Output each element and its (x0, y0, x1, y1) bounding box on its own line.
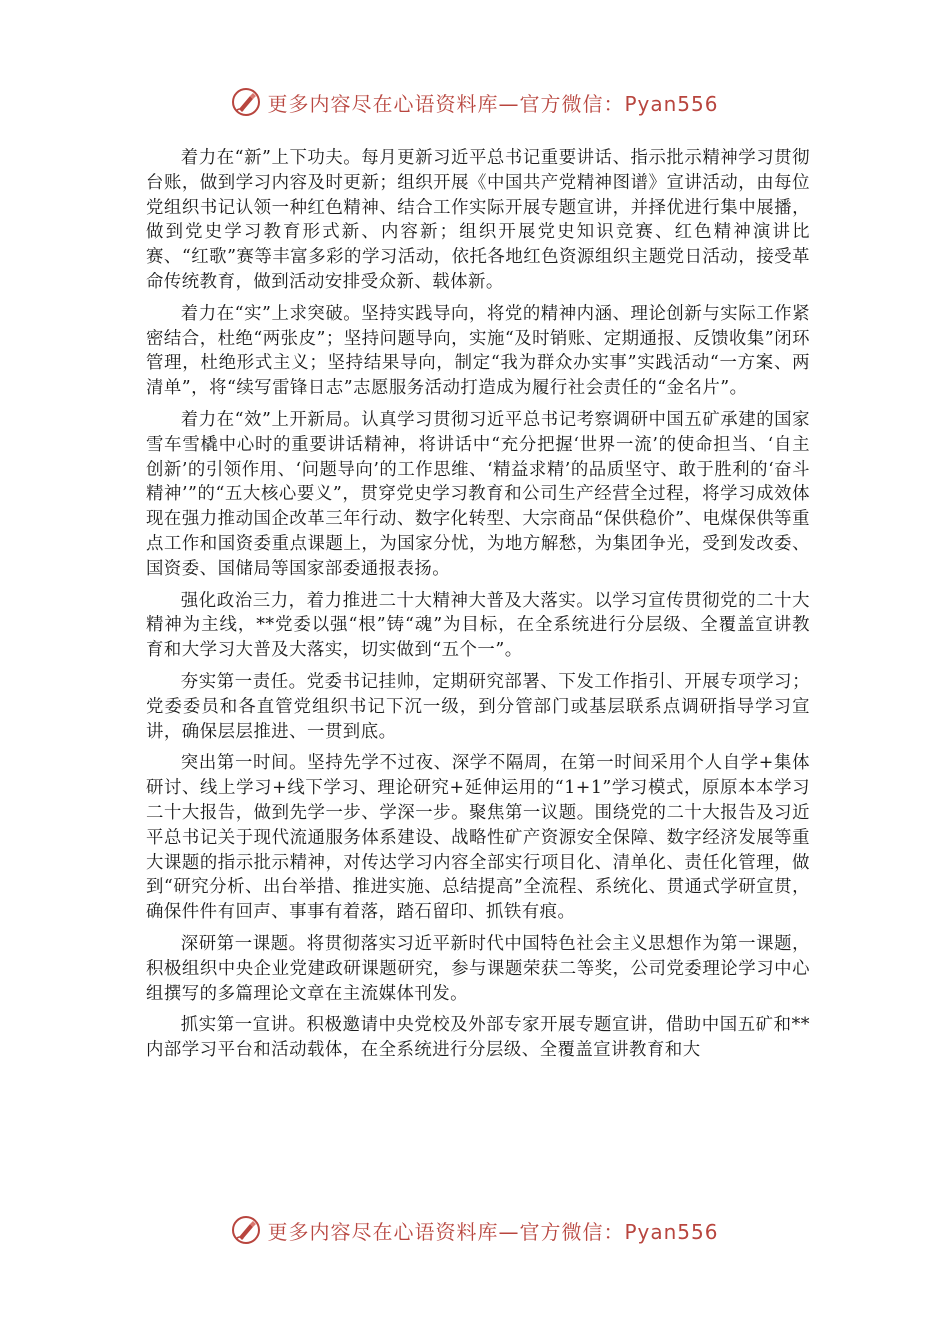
paragraph-4: 强化政治三力，着力推进二十大精神大普及大落实。以学习宣传贯彻党的二十大精神为主线，**党委以强“根”铸“魂”为目标，在全系统进行分层级、全覆盖宣讲教育和大学习大普及大落实，切实做到“五个一”。 (146, 590, 810, 661)
pen-nib-logo-icon (231, 1215, 261, 1245)
footer-watermark-banner (0, 1210, 950, 1250)
footer-watermark-text: 更多内容尽在心语资料库—官方微信：Pyan556 (267, 1219, 719, 1244)
paragraph-7: 深研第一课题。将贯彻落实习近平新时代中国特色社会主义思想作为第一课题，积极组织中央企业党建政研课题研究，参与课题荣获二等奖，公司党委理论学习中心组撰写的多篇理论文章在主流媒体刊发。 (146, 933, 810, 1004)
paragraph-5: 夯实第一责任。党委书记挂帅，定期研究部署、下发工作指引、开展专项学习；党委委员和各直管党组织书记下沉一级，到分管部门或基层联系点调研指导学习宣讲，确保层层推进、一贯到底。 (146, 671, 810, 742)
header-watermark-banner (0, 82, 950, 122)
document-body (146, 146, 810, 1070)
paragraph-3: 着力在“效”上开新局。认真学习贯彻习近平总书记考察调研中国五矿承建的国家雪车雪橇中心时的重要讲话精神，将讲话中“充分把握‘世界一流’的使命担当、‘自主创新’的引领作用、‘问题导向’的工作思维、‘精益求精’的品质坚守、敢于胜利的‘奋斗精神’”的“五大核心要义”，贯穿党史学习教育和公司生产经营全过程，将学习成效体现在强力推动国企改革三年行动、数字化转型、大宗商品“保供稳价”、电煤保供等重点工作和国资委重点课题上，为国家分忧，为地方解愁，为集团争光，受到发改委、国资委、国储局等国家部委通报表扬。 (146, 409, 810, 579)
pen-nib-logo-icon (231, 87, 261, 117)
header-watermark-text: 更多内容尽在心语资料库—官方微信：Pyan556 (267, 91, 719, 116)
paragraph-8: 抓实第一宣讲。积极邀请中央党校及外部专家开展专题宣讲，借助中国五矿和**内部学习平台和活动载体，在全系统进行分层级、全覆盖宣讲教育和大 (146, 1015, 810, 1061)
paragraph-1: 着力在“新”上下功夫。每月更新习近平总书记重要讲话、指示批示精神学习贯彻台账，做到学习内容及时更新；组织开展《中国共产党精神图谱》宣讲活动，由每位党组织书记认领一种红色精神、结合工作实际开展专题宣讲，并择优进行集中展播，做到党史学习教育形式新、内容新；组织开展党史知识竞赛、红色精神演讲比赛、“红歌”赛等丰富多彩的学习活动，依托各地红色资源组织主题党日活动，接受革命传统教育，做到活动安排受众新、载体新。 (146, 148, 810, 292)
paragraph-6: 突出第一时间。坚持先学不过夜、深学不隔周，在第一时间采用个人自学+集体研讨、线上学习+线下学习、理论研究+延伸运用的“1+1”学习模式，原原本本学习二十大报告，做到先学一步、学深一步。聚焦第一议题。围绕党的二十大报告及习近平总书记关于现代流通服务体系建设、战略性矿产资源安全保障、数字经济发展等重大课题的指示批示精神，对传达学习内容全部实行项目化、清单化、责任化管理，做到“研究分析、出台举措、推进实施、总结提高”全流程、系统化、贯通式学研宣贯，确保件件有回声、事事有着落，踏石留印、抓铁有痕。 (146, 753, 810, 923)
paragraph-2: 着力在“实”上求突破。坚持实践导向，将党的精神内涵、理论创新与实际工作紧密结合，杜绝“两张皮”；坚持问题导向，实施“及时销账、定期通报、反馈收集”闭环管理，杜绝形式主义；坚持结果导向，制定“我为群众办实事”实践活动“一方案、两清单”，将“续写雷锋日志”志愿服务活动打造成为履行社会责任的“金名片”。 (146, 303, 810, 399)
